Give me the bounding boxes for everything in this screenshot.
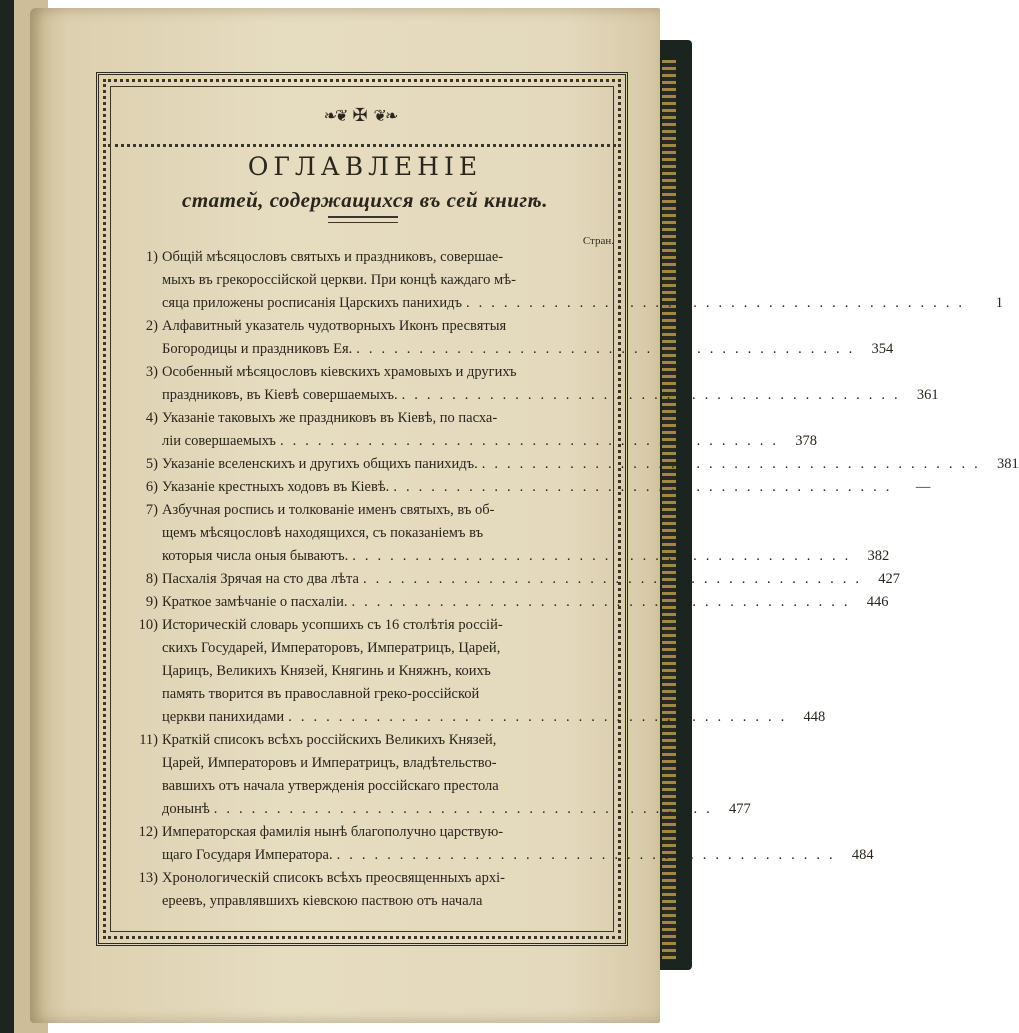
toc-entry-page: 477: [729, 801, 751, 817]
toc-entry-last-line: [162, 706, 826, 729]
toc-entry: [118, 729, 751, 821]
page-title: ОГЛАВЛЕНІЕ: [247, 152, 483, 181]
toc-entry-title: Указаніе вселенскихъ и другихъ общихъ панихидъ.: [162, 456, 478, 472]
toc-entry-title: Указаніе крестныхъ ходовъ въ Кіевѣ.: [162, 479, 390, 495]
toc-entry-title: праздниковъ, въ Кіевѣ совершаемыхъ.: [162, 387, 398, 403]
toc-entry-page: 381: [997, 456, 1019, 472]
toc-entry-last-line: [162, 545, 890, 568]
toc-entry-title: которыя числа оныя бываютъ.: [162, 548, 349, 564]
toc-entry-page: 382: [867, 548, 890, 564]
toc-entry: [118, 407, 817, 453]
toc-entry: [118, 246, 1003, 315]
toc-entry-last-line: [162, 384, 939, 407]
toc-entry-title: ліи совершаемыхъ: [162, 433, 276, 449]
toc-entry-last-line: [162, 453, 1019, 476]
toc-entry-number: 2): [145, 318, 158, 334]
toc-entry-last-line: [162, 798, 751, 821]
toc-entry-number: 7): [145, 502, 158, 518]
leader-dots: ........................................: [393, 479, 899, 495]
toc-entry-line: ереевъ, управлявшихъ кіевскою паствою отъ начала: [162, 893, 483, 909]
toc-entry-page: 427: [878, 571, 900, 587]
toc-entry-line: мыхъ въ грекороссійской церкви. При концѣ каждаго мѣ-: [162, 272, 516, 288]
toc-entry-title: Пасхалія Зрячая на сто два лѣта: [162, 571, 359, 587]
toc-entry-title: щаго Государя Императора.: [162, 847, 333, 863]
toc-entry-line: Историческій словарь усопшихъ съ 16 столѣтія россій-: [162, 617, 503, 633]
toc-entry-number: 13): [138, 870, 158, 886]
leader-dots: ........................................: [352, 548, 858, 564]
toc-entry: [118, 591, 889, 614]
toc-entry-page: 361: [916, 387, 939, 403]
table-of-contents: [118, 246, 1019, 913]
toc-entry-line: Хронологическій списокъ всѣхъ преосвященныхъ архі-: [162, 870, 505, 886]
toc-entry-last-line: [162, 338, 894, 361]
toc-entry-number: 4): [145, 410, 158, 426]
toc-entry-page: 354: [871, 341, 894, 357]
toc-entry-title: Богородицы и праздниковъ Ея.: [162, 341, 353, 357]
toc-entry-last-line: [162, 430, 817, 453]
toc-entry-last-line: [162, 292, 1003, 315]
title-rule: [328, 216, 398, 223]
toc-entry-last-line: [162, 568, 900, 591]
toc-entry-line: Царицъ, Великихъ Князей, Княгинь и Княжнъ, коихъ: [162, 663, 491, 679]
leader-dots: ........................................: [351, 594, 857, 610]
toc-entry-page: 484: [851, 847, 874, 863]
toc-entry-page: 446: [866, 594, 889, 610]
toc-entry-last-line: [162, 591, 889, 614]
toc-entry-number: 12): [138, 824, 158, 840]
leader-dots: ........................................: [288, 709, 794, 725]
toc-entry: [118, 614, 826, 729]
toc-entry-number: 6): [145, 479, 158, 495]
toc-entry-line: Царей, Императоровъ и Императрицъ, владѣтельство-: [162, 755, 497, 771]
toc-entry-last-line: [162, 844, 874, 867]
toc-entry-page: 378: [795, 433, 817, 449]
leader-dots: ........................................: [465, 295, 971, 311]
toc-entry: [118, 453, 1019, 476]
toc-entry-title: донынѣ: [162, 801, 210, 817]
toc-entry: [118, 568, 900, 591]
page-subtitle: статей, содержащихся въ сей книгѣ.: [182, 188, 548, 212]
toc-entry-number: 5): [145, 456, 158, 472]
leader-dots: ........................................: [213, 801, 719, 817]
toc-entry-number: 1): [145, 249, 158, 265]
toc-entry-line: Особенный мѣсяцословъ кіевскихъ храмовыхъ и другихъ: [162, 364, 517, 380]
toc-entry-line: вавшихъ отъ начала утвержденія россійскаго престола: [162, 778, 499, 794]
leader-dots: ........................................: [336, 847, 842, 863]
toc-entry-title: церкви панихидами: [162, 709, 285, 725]
leader-dots: ........................................: [401, 387, 907, 403]
toc-entry-number: 3): [145, 364, 158, 380]
toc-entry-line: Общій мѣсяцословъ святыхъ и праздниковъ, совершае-: [162, 249, 504, 265]
toc-entry: [118, 867, 614, 913]
toc-entry: [118, 821, 874, 867]
toc-entry: [118, 361, 939, 407]
toc-entry-number: 9): [145, 594, 158, 610]
leader-dots: ........................................: [356, 341, 862, 357]
gilt-edge: [662, 60, 676, 960]
toc-entry-line: память творится въ православной греко-россійской: [162, 686, 480, 702]
toc-entry-title: Краткое замѣчаніе о пасхаліи.: [162, 594, 348, 610]
toc-entry-line: щемъ мѣсяцословѣ находящихся, съ показаніемъ въ: [162, 525, 484, 541]
leader-dots: ........................................: [279, 433, 785, 449]
toc-entry-page: 1: [995, 295, 1003, 311]
toc-entry: [118, 315, 894, 361]
header-ornament: [305, 100, 415, 130]
toc-entry-title: сяца приложены росписанія Царскихъ панихидъ: [162, 295, 462, 311]
toc-entry-page: 448: [803, 709, 826, 725]
leader-dots: ........................................: [481, 456, 987, 472]
toc-entry-number: 11): [139, 732, 158, 748]
swirl-right-icon: ❦❧: [373, 105, 397, 125]
toc-entry-number: 8): [145, 571, 158, 587]
leader-dots: ........................................: [362, 571, 868, 587]
toc-entry-line: Азбучная роспись и толкованіе именъ святыхъ, въ об-: [162, 502, 495, 518]
toc-entry: [118, 476, 931, 499]
toc-entry-last-line: [162, 476, 931, 499]
toc-entry-line: Указаніе таковыхъ же праздниковъ въ Кіевѣ, по пасха-: [162, 410, 498, 426]
toc-entry-line: Краткій списокъ всѣхъ россійскихъ Великихъ Князей,: [162, 732, 497, 748]
toc-entry-line: Императорская фамилія нынѣ благополучно царствую-: [162, 824, 504, 840]
cross-icon: ✠: [352, 104, 368, 126]
toc-entry-line: скихъ Государей, Императоровъ, Императрицъ, Царей,: [162, 640, 501, 656]
swirl-left-icon: ❧❦: [323, 105, 347, 125]
toc-entry-page: —: [915, 479, 931, 495]
toc-entry-number: 10): [138, 617, 158, 633]
page-column-label: Стран.: [582, 235, 614, 247]
toc-entry-line: Алфавитный указатель чудотворныхъ Иконъ пресвятыя: [162, 318, 507, 334]
toc-entry: [118, 499, 890, 568]
